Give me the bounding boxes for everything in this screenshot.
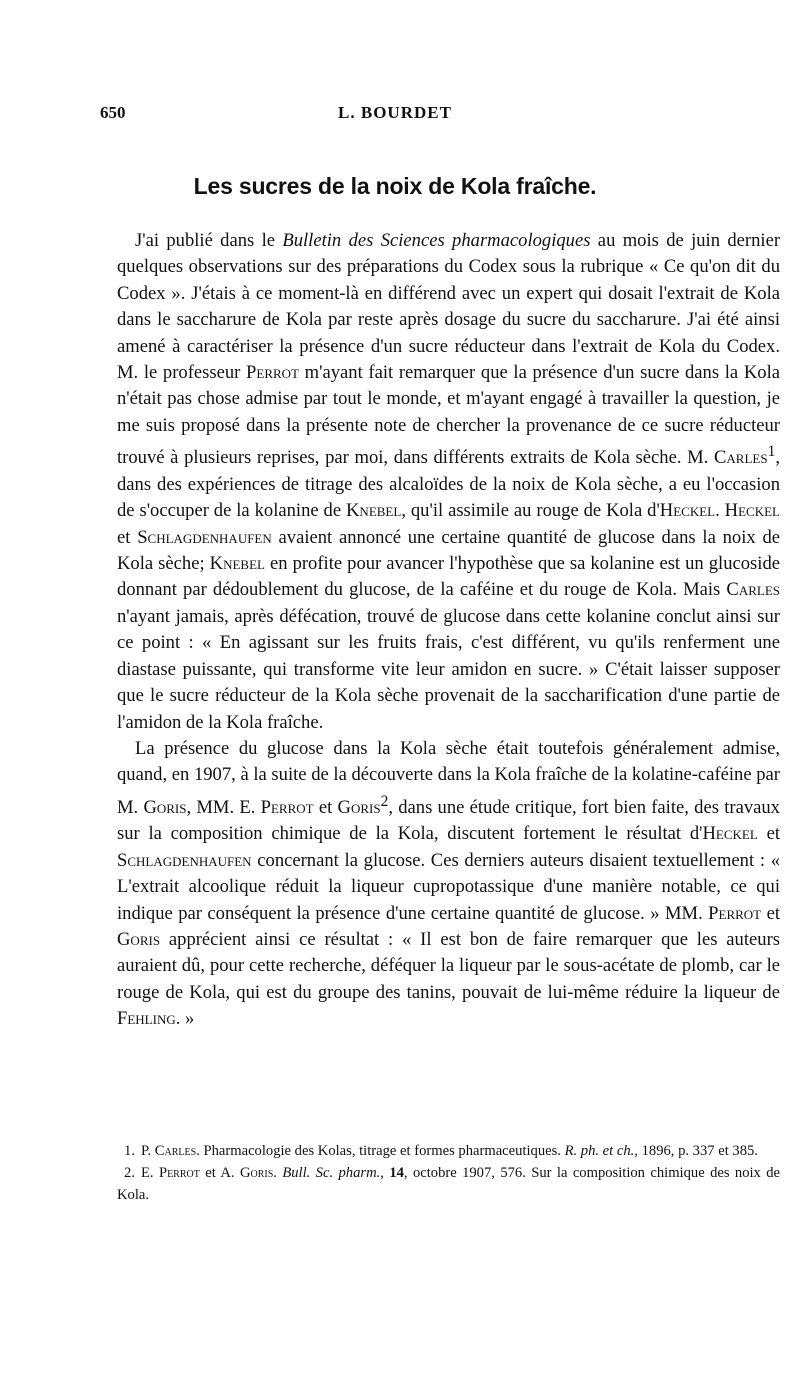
journal-title: Bull. Sc. pharm.	[282, 1164, 381, 1181]
text-run: E.	[141, 1164, 159, 1181]
author-name: Carles	[726, 579, 780, 601]
text-run: et A.	[199, 1164, 240, 1181]
page-number: 650	[100, 103, 126, 122]
text-run: J'ai publié dans le	[135, 230, 283, 251]
footnote-number: 2.	[124, 1164, 135, 1181]
text-run: concernant la glucose. Ces derniers auteurs disaient textuellement : « L'extrait alcoolique réduit la liqueur cupropotassique d'une manière notable, ce qui indique par conséquent la présence d'une certaine quantité de glucose. » MM.	[117, 849, 780, 924]
text-run: .	[273, 1164, 283, 1181]
author-name: Fehling	[117, 1008, 176, 1030]
author-name: Knebel	[209, 553, 265, 575]
author-name: Heckel	[702, 823, 758, 845]
footnote-ref: 2	[380, 792, 389, 810]
author-name: Goris	[117, 928, 161, 950]
text-run: , MM. E.	[186, 796, 261, 818]
paragraph-1	[117, 228, 780, 736]
text-run: , qu'il assimile au rouge de Kola d'	[401, 500, 660, 522]
running-title: L. BOURDET	[338, 103, 452, 122]
footnote-number: 1.	[124, 1143, 135, 1159]
paragraph-2	[117, 736, 780, 1033]
text-run: La présence du glucose dans la Kola sèche était toutefois généralement admise, quand, en 1907, à la suite de la découverte dans la Kola fraîche de la kolatine-caféine par M.	[117, 737, 780, 818]
text-run: ,	[380, 1164, 390, 1181]
author-name: Goris	[337, 796, 381, 818]
text-run: et	[313, 796, 338, 818]
footnote-1	[117, 1141, 780, 1163]
text-run: , dans des expériences de titrage des alcaloïdes de la noix de Kola sèche, a eu l'occasion de s'occuper de la kolanine de	[117, 447, 780, 522]
text-run: et	[761, 902, 780, 924]
author-name: Perrot	[158, 1164, 200, 1181]
author-name: Perrot	[708, 902, 762, 924]
text-run: avaient annoncé une certaine quantité de glucose dans la noix de Kola sèche;	[117, 526, 780, 575]
text-run: n'ayant jamais, après défécation, trouvé de glucose dans cette kolanine conclut ainsi sur ce point : « En agissant sur les fruits frais, c'est différent, vu qu'ils renferment une diastase puissante, qui transforme vite leur amidon en sucre. » C'était laisser supposer que le sucre réducteur de la Kola sèche provenait de la saccharification d'une partie de l'amidon de la Kola fraîche.	[117, 605, 780, 733]
text-run: apprécient ainsi ce résultat : « Il est bon de faire remarquer que les auteurs auraient dû, pour cette recherche, déféquer la liqueur par le sous-acétate de plomb, car le rouge de Kola, qui est du groupe des tanins, pouvait de lui-même réduire la liqueur de	[117, 928, 780, 1003]
journal-title: R. ph. et ch.	[564, 1143, 635, 1159]
footnote-2	[117, 1163, 780, 1207]
article-title: Les sucres de la noix de Kola fraîche.	[193, 173, 597, 199]
author-name: Schlagdenhaufen	[117, 849, 252, 871]
article-body	[117, 228, 780, 1033]
author-name: Carles	[714, 447, 768, 469]
author-name: Goris	[143, 796, 187, 818]
text-run: en profite pour avancer l'hypothèse que sa kolanine est un glucoside donnant par dédoublement du glucose, de la caféine et du rouge de Kola. Mais	[117, 553, 780, 601]
text-run: P.	[141, 1143, 155, 1159]
author-name: Goris	[239, 1164, 274, 1181]
author-name: Perrot	[260, 796, 314, 818]
text-run: et	[757, 823, 780, 845]
author-name: Knebel	[346, 500, 402, 522]
text-run: au mois de juin dernier quelques observations sur des préparations du Codex sous la rubrique « Ce qu'on dit du Codex ». J'étais à ce moment-là en différend avec un expert qui dosait l'extrait de Kola dans le saccharure de Kola par reste après dosage du sucre du saccharure. J'ai été ainsi amené à caractériser la présence d'un sucre réducteur dans l'extrait de Kola du Codex. M. le professeur	[117, 230, 781, 384]
text-run: et	[117, 526, 138, 548]
text-run: , dans une étude critique, fort bien faite, des travaux sur la composition chimique de la Kola, discutent fortement le résultat d'	[117, 796, 780, 845]
author-name: Heckel	[659, 500, 716, 522]
author-name: Heckel	[724, 500, 780, 522]
text-run: , 1896, p. 337 et 385.	[634, 1143, 758, 1159]
journal-title: Bulletin des Sciences pharmacologiques	[282, 230, 591, 251]
volume-number: 14	[389, 1164, 404, 1181]
text-run: m'ayant fait remarquer que la présence d'un sucre dans la Kola n'était pas chose admise par tout le monde, et m'ayant engagé à travailler la question, je me suis proposé dans la présente note de chercher la provenance de ce sucre réducteur trouvé à plusieurs reprises, par moi, dans différents extraits de Kola sèche. M.	[117, 362, 780, 469]
author-name: Schlagdenhaufen	[137, 526, 272, 548]
footnote-ref: 1	[767, 443, 776, 461]
text-run: . »	[175, 1008, 195, 1030]
author-name: Carles	[154, 1143, 197, 1159]
author-name: Perrot	[246, 362, 299, 384]
text-run: .	[715, 500, 725, 522]
footnotes	[117, 1141, 780, 1206]
text-run: . Pharmacologie des Kolas, titrage et formes pharmaceutiques.	[196, 1143, 565, 1159]
text-run: , octobre 1907, 576. Sur la composition chimique des noix de Kola.	[117, 1164, 781, 1203]
running-head	[100, 103, 690, 127]
